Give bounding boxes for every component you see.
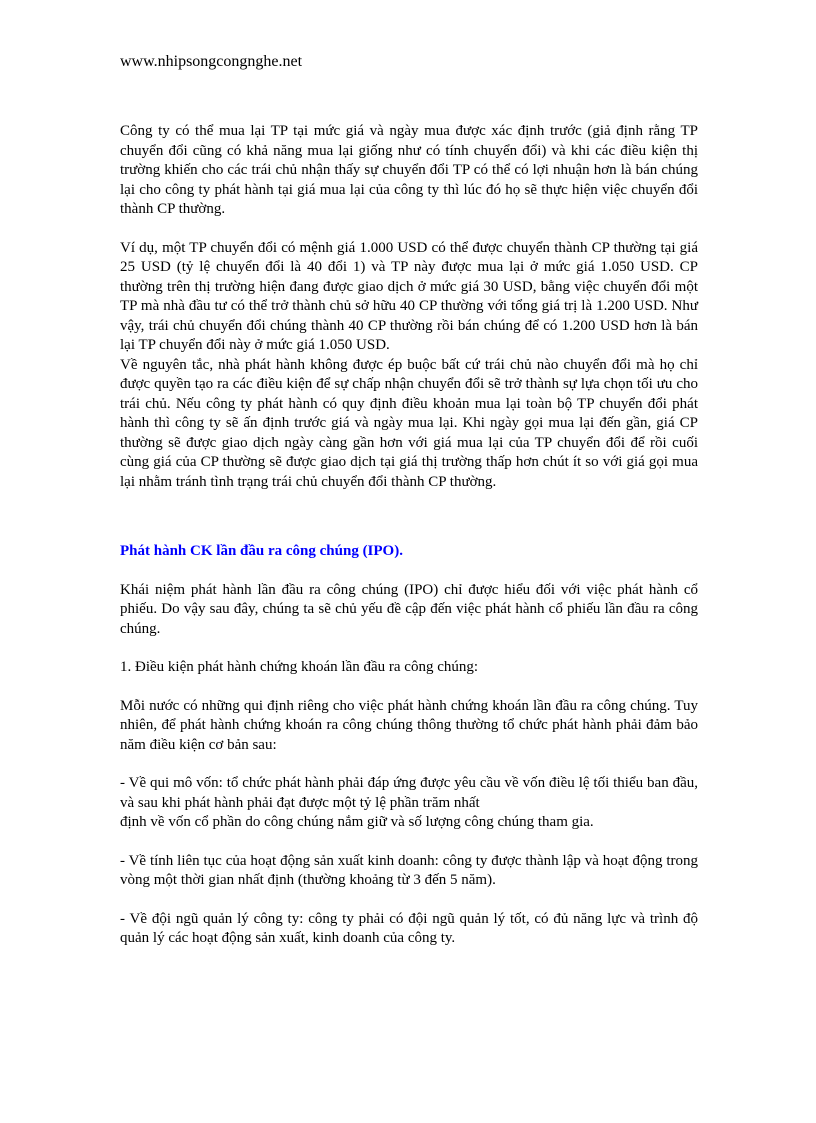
paragraph-example: Ví dụ, một TP chuyển đổi có mệnh giá 1.000 USD có thể được chuyển thành CP thường tại giá 25 USD (tỷ lệ chuyển đổi là 40 đổi 1) và TP này được mua lại ở mức giá 1.050 USD. CP thường trên thị trường hiện đang được giao dịch ở mức giá 30 USD, bằng việc chuyển đổi một TP mà nhà đầu tư có thể trở thành chủ sở hữu 40 CP thường với tổng giá trị là 1.200 USD. Như vậy, trái chủ chuyển đổi chúng thành 40 CP thường rồi bán chúng để có 1.200 USD hơn là bán lại TP chuyển đổi này ở mức giá 1.050 USD. xyxy=(120,239,698,353)
bullet-capital-line1: - Về qui mô vốn: tổ chức phát hành phải đáp ứng được yêu cầu về vốn điều lệ tối thiểu ban đầu, và sau khi phát hành phải đạt được một tỷ lệ phần trăm nhất xyxy=(120,775,698,811)
paragraph-ipo-definition: Khái niệm phát hành lần đầu ra công chúng (IPO) chỉ được hiểu đối với việc phát hành cổ phiếu. Do vậy sau đây, chúng ta sẽ chủ yếu đề cập đến việc phát hành cổ phiếu lần đầu ra công chúng. xyxy=(120,581,698,637)
document-body xyxy=(120,122,698,949)
bullet-continuity: - Về tính liên tục của hoạt động sản xuất kinh doanh: công ty được thành lập và hoạt động trong vòng một thời gian nhất định (thường khoảng từ 3 đến 5 năm). xyxy=(120,852,698,888)
bullet-capital-line2: định về vốn cổ phần do công chúng nắm giữ và số lượng công chúng tham gia. xyxy=(120,814,594,830)
paragraph-buyback: Công ty có thể mua lại TP tại mức giá và ngày mua được xác định trước (giả định rằng TP chuyển đổi cũng có khả năng mua lại giống như có tính chuyển đổi) và khi các điều kiện thị trường khiến cho các trái chủ nhận thấy sự chuyển đổi TP có thể có lợi nhuận hơn là bán chúng lại cho công ty phát hành tại giá mua lại của công ty thì lúc đó họ sẽ thực hiện việc chuyển đổi thành CP thường. xyxy=(120,123,698,217)
subheading-ipo-conditions: 1. Điều kiện phát hành chứng khoán lần đầu ra công chúng: xyxy=(120,659,479,675)
paragraph-principle: Về nguyên tắc, nhà phát hành không được ép buộc bất cứ trái chủ nào chuyển đổi mà họ chỉ được quyền tạo ra các điều kiện để sự chấp nhận chuyển đổi sẽ trở thành sự lựa chọn tối ưu cho trái chủ. Nếu công ty phát hành có quy định điều khoản mua lại toàn bộ TP chuyển đổi phát hành thì công ty sẽ ấn định trước giá và ngày mua lại. Khi ngày gọi mua lại đến gần, giá CP thường sẽ được giao dịch ngày càng gần hơn với giá mua lại của TP chuyển đổi để rồi cuối cùng giá của CP thường sẽ được giao dịch tại giá thị trường thấp hơn chút ít so với giá gọi mua lại nhằm tránh tình trạng trái chủ chuyển đổi thành CP thường. xyxy=(120,356,698,490)
section-heading-ipo: Phát hành CK lần đầu ra công chúng (IPO). xyxy=(120,543,403,559)
page-header-url: www.nhipsongcongnghe.net xyxy=(120,53,303,70)
bullet-management: - Về đội ngũ quản lý công ty: công ty phải có đội ngũ quản lý tốt, có đủ năng lực và trình độ quản lý các hoạt động sản xuất, kinh doanh của công ty. xyxy=(120,910,698,946)
paragraph-conditions-intro: Mỗi nước có những qui định riêng cho việc phát hành chứng khoán lần đầu ra công chúng. Tuy nhiên, để phát hành chứng khoán ra công chúng thông thường tổ chức phát hành phải đảm bảo năm điều kiện cơ bản sau: xyxy=(120,697,698,753)
